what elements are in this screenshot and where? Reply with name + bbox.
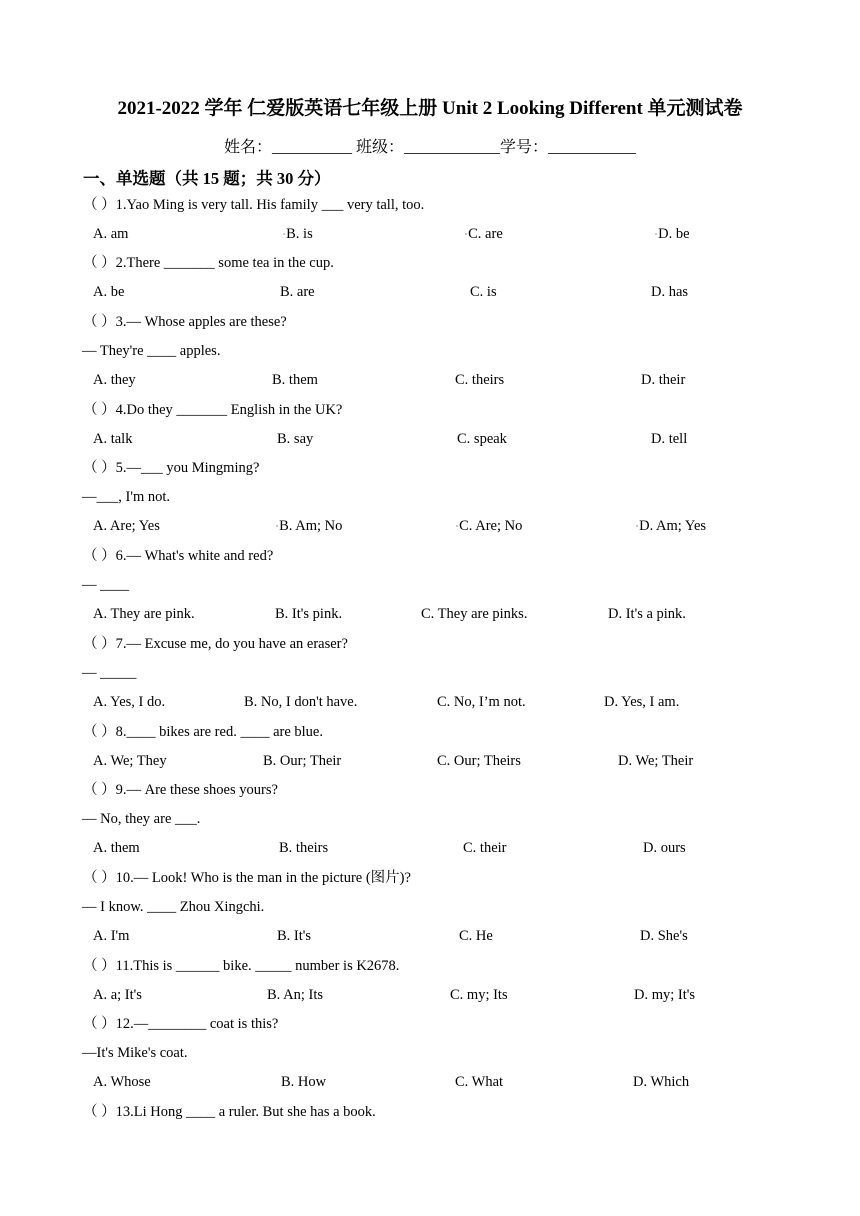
option-a <box>93 839 140 857</box>
question-stem: （ ）2.There _______ some tea in the cup. <box>83 255 334 271</box>
option-b <box>281 1073 326 1091</box>
option-label: B. How <box>281 1074 327 1090</box>
option-c <box>457 430 507 448</box>
option-label: D. their <box>641 372 686 388</box>
option-a <box>93 693 165 711</box>
option-label: C. speak <box>457 431 507 447</box>
option-label: D. It's a pink. <box>608 606 686 622</box>
option-label: A. Are; Yes <box>93 518 160 534</box>
option-label: C. Are; No <box>459 518 523 534</box>
option-label: A. them <box>93 840 140 856</box>
question-stem: （ ）11.This is ______ bike. _____ number is K2678. <box>83 958 400 974</box>
option-label: A. They are pink. <box>93 606 195 622</box>
option-label: B. No, I don't have. <box>244 694 358 710</box>
option-c <box>470 283 497 301</box>
option-a <box>93 225 128 243</box>
question-answer-line: — I know. ____ Zhou Xingchi. <box>82 899 265 915</box>
option-label: D. tell <box>651 431 688 447</box>
question-answer-line: — _____ <box>82 665 137 681</box>
option-label: B. are <box>280 284 315 300</box>
option-b <box>280 283 315 301</box>
option-b <box>275 605 342 623</box>
option-label: C. theirs <box>455 372 505 388</box>
option-d <box>636 517 706 536</box>
option-a <box>93 605 195 623</box>
option-marker-icon: ▫ <box>636 523 639 530</box>
option-b <box>279 839 328 857</box>
option-c <box>450 986 508 1004</box>
option-d <box>634 986 695 1004</box>
option-a <box>93 430 132 448</box>
option-label: D. She's <box>640 928 688 944</box>
option-b <box>263 752 341 770</box>
option-label: A. I'm <box>93 928 130 944</box>
question-answer-line: —___, I'm not. <box>82 489 170 505</box>
option-label: A. be <box>93 284 125 300</box>
option-c <box>455 371 504 389</box>
option-label: C. He <box>459 928 493 944</box>
option-a <box>93 371 136 389</box>
option-label: D. has <box>651 284 689 300</box>
question-stem: （ ）1.Yao Ming is very tall. His family ___ very tall, too. <box>83 197 425 213</box>
option-d <box>641 371 685 389</box>
option-label: B. Our; Their <box>263 753 342 769</box>
option-marker-icon: ▫ <box>276 523 279 530</box>
question-stem: （ ）6.— What's white and red? <box>83 548 274 564</box>
option-label: C. their <box>463 840 507 856</box>
option-c <box>456 517 522 536</box>
option-d <box>608 605 686 623</box>
option-d <box>643 839 686 857</box>
question-stem: （ ）4.Do they _______ English in the UK? <box>83 402 343 418</box>
option-a <box>93 986 142 1004</box>
question-answer-line: — ____ <box>82 577 130 593</box>
option-d <box>633 1073 689 1091</box>
option-label: B. It's pink. <box>275 606 343 622</box>
option-b <box>267 986 323 1004</box>
question-stem: （ ）3.— Whose apples are these? <box>83 314 287 330</box>
option-label: C. is <box>470 284 497 300</box>
option-label: D. my; It's <box>634 987 696 1003</box>
option-label: D. Am; Yes <box>639 518 707 534</box>
option-label: B. say <box>277 431 314 447</box>
option-label: C. are <box>468 226 503 242</box>
option-label: B. them <box>272 372 318 388</box>
option-label: B. It's <box>277 928 312 944</box>
option-c <box>465 225 503 244</box>
option-label: C. They are pinks. <box>421 606 528 622</box>
option-label: A. a; It's <box>93 987 142 1003</box>
option-label: B. theirs <box>279 840 329 856</box>
option-c <box>459 927 493 945</box>
question-stem: （ ）13.Li Hong ____ a ruler. But she has a book. <box>83 1104 376 1120</box>
option-d <box>655 225 690 244</box>
option-a <box>93 927 129 945</box>
option-label: D. ours <box>643 840 686 856</box>
option-d <box>618 752 693 770</box>
option-c <box>463 839 507 857</box>
option-label: C. my; Its <box>450 987 508 1003</box>
option-label: C. What <box>455 1074 504 1090</box>
option-label: B. An; Its <box>267 987 323 1003</box>
question-answer-line: —It's Mike's coat. <box>82 1045 188 1061</box>
option-label: D. We; Their <box>618 753 694 769</box>
option-label: A. Yes, I do. <box>93 694 166 710</box>
option-b <box>277 927 311 945</box>
question-answer-line: — They're ____ apples. <box>82 343 221 359</box>
option-c <box>421 605 527 623</box>
option-label: B. is <box>286 226 313 242</box>
option-marker-icon: ▫ <box>456 523 459 530</box>
option-label: C. Our; Theirs <box>437 753 521 769</box>
option-d <box>604 693 679 711</box>
question-stem: （ ）5.—___ you Mingming? <box>83 460 260 476</box>
option-label: D. Yes, I am. <box>604 694 680 710</box>
question-stem: （ ）10.— Look! Who is the man in the picture (图片)? <box>83 870 411 886</box>
option-c <box>437 693 526 711</box>
option-c <box>455 1073 503 1091</box>
option-a <box>93 517 160 535</box>
question-stem: （ ）7.— Excuse me, do you have an eraser? <box>83 636 348 652</box>
option-d <box>651 283 688 301</box>
option-marker-icon: ▫ <box>283 231 286 238</box>
option-a <box>93 752 167 770</box>
student-info-line: 姓名：__________ 班级：____________学号：___________ <box>223 139 636 156</box>
option-label: D. be <box>658 226 690 242</box>
option-b <box>276 517 342 536</box>
option-b <box>283 225 313 244</box>
option-label: D. Which <box>633 1074 690 1090</box>
page-title: 2021-2022 学年 仁爱版英语七年级上册 Unit 2 Looking Different 单元测试卷 <box>117 98 743 119</box>
option-label: A. talk <box>93 431 133 447</box>
option-marker-icon: ▫ <box>465 231 468 238</box>
question-answer-line: — No, they are ___. <box>82 811 201 827</box>
option-label: C. No, I’m not. <box>437 694 526 710</box>
option-marker-icon: ▫ <box>655 231 658 238</box>
section-heading: 一、单选题（共 15 题；共 30 分） <box>83 169 331 188</box>
option-d <box>640 927 688 945</box>
option-b <box>277 430 313 448</box>
option-label: A. We; They <box>93 753 167 769</box>
option-b <box>244 693 357 711</box>
option-label: A. am <box>93 226 129 242</box>
option-label: A. they <box>93 372 136 388</box>
option-a <box>93 1073 151 1091</box>
option-b <box>272 371 318 389</box>
question-stem: （ ）8.____ bikes are red. ____ are blue. <box>83 724 323 740</box>
question-stem: （ ）12.—________ coat is this? <box>83 1016 279 1032</box>
option-a <box>93 283 124 301</box>
question-stem: （ ）9.— Are these shoes yours? <box>83 782 278 798</box>
option-label: B. Am; No <box>279 518 343 534</box>
option-c <box>437 752 521 770</box>
option-label: A. Whose <box>93 1074 151 1090</box>
option-d <box>651 430 687 448</box>
